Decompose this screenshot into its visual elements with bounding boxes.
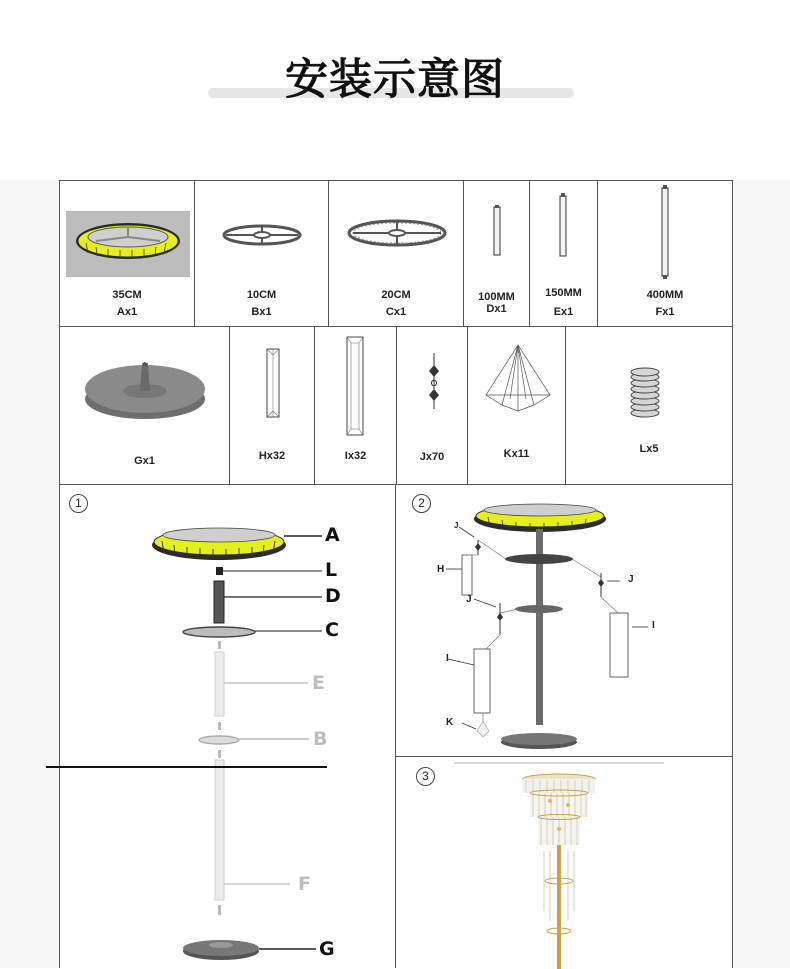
part-cell-c [328,180,464,327]
part-cell-g [59,326,230,485]
part-c-size: 20CM [381,289,411,301]
step2-callout-i-right: I [652,620,655,631]
part-b-code: Bx1 [251,306,272,318]
step2-callout-j-top: J [454,521,459,530]
part-cell-h [229,326,315,485]
part-e-code: Ex1 [553,306,574,318]
step1-assembly-drawing [60,485,395,969]
step1-callout-b: B [313,728,328,750]
part-f-size: 400MM [646,289,684,301]
part-cell-k [467,326,566,485]
step2-panel [395,484,733,757]
step1-callout-l: L [325,559,338,581]
part-a-code: Ax1 [116,306,138,318]
part-l-code: Lx5 [639,443,659,455]
tube-e-icon [557,193,569,259]
ring-b-icon [220,221,304,249]
part-g-code: Gx1 [134,455,155,467]
part-cell-b [194,180,329,327]
step3-number: 3 [416,767,435,786]
page-title: 安装示意图 [285,55,505,105]
step1-number: 1 [69,494,88,513]
part-cell-l [565,326,733,485]
tube-d-icon [492,205,502,257]
step1-callout-d: D [325,585,341,607]
step3-panel [395,756,733,968]
part-b-size: 10CM [246,289,277,301]
step1-callout-a: A [325,524,340,546]
part-e-size: 150MM [545,287,582,299]
instruction-sheet [0,180,790,968]
step2-callout-i-left: I [446,653,449,664]
step1-callout-f: F [298,873,311,895]
part-d-code: Dx1 [486,303,507,315]
step2-assembly-drawing [396,485,732,756]
step3-top-rule [454,762,664,764]
part-cell-a [59,180,195,327]
part-c-code: Cx1 [385,306,407,318]
step1-panel [59,484,396,968]
part-h-code: Hx32 [258,450,286,462]
tube-f-icon [659,185,671,279]
part-cell-f [597,180,733,327]
part-a-size: 35CM [112,289,142,301]
part-cell-j [396,326,468,485]
part-cell-i [314,326,397,485]
step2-callout-j-right: J [628,574,634,585]
ring-a-icon [66,211,190,277]
step2-callout-k: K [446,717,454,728]
prism-h-icon [265,347,281,419]
step2-callout-j-mid: J [466,594,472,605]
step1-callout-c: C [325,619,339,641]
part-cell-e [529,180,598,327]
base-g-icon [82,355,208,423]
connector-j-icon [427,353,441,409]
step2-callout-h: H [437,564,445,575]
finished-lamp-photo [506,771,612,969]
part-i-code: Ix32 [344,450,367,462]
pendant-k-icon [482,343,554,415]
step1-callout-g: G [319,938,335,960]
ring-c-icon [345,215,449,251]
spacer-l-icon [629,367,661,419]
part-j-code: Jx70 [419,451,445,463]
prism-i-icon [345,335,365,437]
step2-number: 2 [412,494,431,513]
part-f-code: Fx1 [655,306,675,318]
step1-callout-e: E [312,672,325,694]
part-cell-d [463,180,530,327]
part-d-size: 100MM [478,291,515,303]
part-k-code: Kx11 [503,448,530,460]
step1-divider-line [46,766,327,768]
